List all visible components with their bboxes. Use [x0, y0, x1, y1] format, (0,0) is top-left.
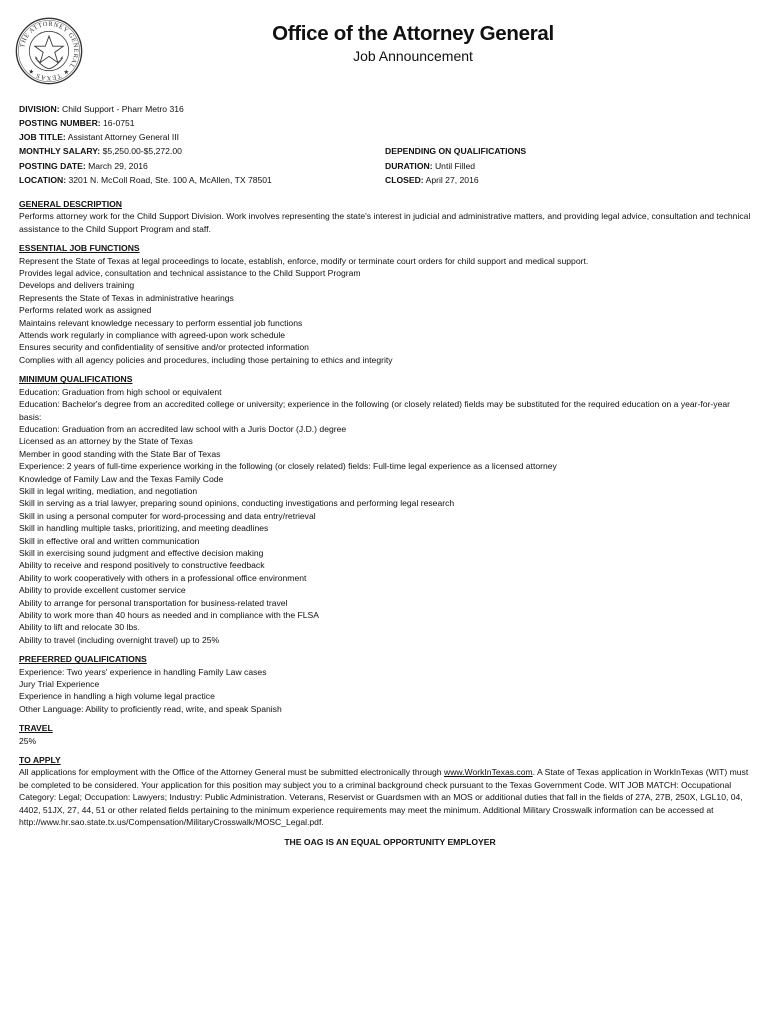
duration-value: Until Filled — [434, 160, 476, 171]
essential-functions-section — [19, 242, 751, 366]
list-item: Attends work regularly in compliance with agreed-upon work schedule — [19, 330, 286, 341]
to-apply-text-before: All applications for employment with the Office of the Attorney General must be submitted electronically through — [19, 767, 444, 778]
list-item: Skill in serving as a trial lawyer, preparing sound opinions, conducting investigations and performing legal research — [19, 498, 455, 509]
list-item: Ability to work cooperatively with others in a professional office environment — [19, 572, 307, 583]
salary-value: $5,250.00-$5,272.00 — [102, 146, 182, 157]
posting-number-value: 16-0751 — [103, 118, 135, 129]
list-item: Education: Graduation from an accredited law school with a Juris Doctor (J.D.) degree — [19, 423, 347, 434]
job-fields — [19, 102, 749, 187]
salary-row — [19, 145, 749, 159]
posting-number-row — [19, 116, 749, 130]
general-description-section — [19, 198, 751, 235]
section-heading: MINIMUM QUALIFICATIONS — [19, 374, 133, 385]
closed-value: April 27, 2016 — [425, 174, 479, 185]
list-item: Ability to receive and respond positively to constructive feedback — [19, 560, 265, 571]
list-item: Experience in handling a high volume legal practice — [19, 691, 215, 702]
section-heading: TRAVEL — [19, 723, 53, 734]
division-value: Child Support - Pharr Metro 316 — [61, 103, 184, 114]
workintexas-link[interactable]: www.WorkInTexas.com — [443, 767, 533, 778]
svg-text:THE ATTORNEY GENERAL ★ TEXAS ★: THE ATTORNEY GENERAL ★ TEXAS ★ — [19, 20, 80, 82]
section-heading: PREFERRED QUALIFICATIONS — [19, 654, 147, 665]
list-item: Member in good standing with the State Bar of Texas — [19, 448, 221, 459]
list-item: Performs related work as assigned — [19, 305, 152, 316]
list-item: Experience: Two years' experience in handling Family Law cases — [19, 666, 267, 677]
division-label: DIVISION: — [19, 103, 60, 114]
location-value: 3201 N. McColl Road, Ste. 100 A, McAllen, TX 78501 — [68, 174, 272, 185]
posting-date-value: March 29, 2016 — [88, 160, 148, 171]
page-subtitle: Job Announcement — [353, 48, 473, 64]
depending-label: DEPENDING ON QUALIFICATIONS — [385, 146, 527, 157]
list-item: Experience: 2 years of full-time experience working in the following (or closely related) fields: Full-time legal experience as a licensed attorney — [19, 461, 557, 472]
list-item: Education: Bachelor's degree from an accredited college or university; experience in the following (or closely related) fields may be substituted for the required education on a year-for-year basis: — [19, 399, 731, 422]
list-item: Skill in effective oral and written communication — [19, 535, 200, 546]
section-heading: TO APPLY — [19, 755, 61, 766]
general-description-text: Performs attorney work for the Child Support Division. Work involves representing the state's interest in judicial and administrative matters, and providing legal advice, consultation and technical assistance to the Child Support Program and staff. — [19, 211, 751, 234]
to-apply-text — [19, 766, 751, 828]
section-heading: GENERAL DESCRIPTION — [19, 199, 122, 209]
salary-label: MONTHLY SALARY: — [19, 146, 101, 157]
section-heading: ESSENTIAL JOB FUNCTIONS — [19, 243, 140, 254]
posting-date-label: POSTING DATE: — [19, 160, 86, 171]
posting-number-label: POSTING NUMBER: — [19, 118, 101, 129]
closed-label: CLOSED: — [385, 174, 424, 185]
list-item: Provides legal advice, consultation and technical assistance to the Child Support Program — [19, 268, 361, 279]
duration-label: DURATION: — [385, 160, 433, 171]
page-title: Office of the Attorney General — [272, 22, 554, 45]
to-apply-section — [19, 754, 751, 828]
job-title-label: JOB TITLE: — [19, 132, 66, 143]
list-item: Skill in using a personal computer for word-processing and data entry/retrieval — [19, 510, 316, 521]
posting-date-row — [19, 159, 749, 173]
list-item: Knowledge of Family Law and the Texas Family Code — [19, 473, 224, 484]
list-item: Develops and delivers training — [19, 280, 135, 291]
location-label: LOCATION: — [19, 174, 67, 185]
equal-opportunity-statement: THE OAG IS AN EQUAL OPPORTUNITY EMPLOYER — [284, 836, 496, 847]
list-item: Ability to provide excellent customer service — [19, 585, 186, 596]
location-row — [19, 173, 749, 187]
list-item: Represents the State of Texas in administrative hearings — [19, 292, 234, 303]
list-item: Skill in handling multiple tasks, prioritizing, and meeting deadlines — [19, 523, 269, 534]
list-item: Ability to arrange for personal transportation for business-related travel — [19, 597, 288, 608]
list-item: Ability to travel (including overnight travel) up to 25% — [19, 634, 220, 645]
job-title-value: Assistant Attorney General III — [67, 132, 180, 143]
list-item: Jury Trial Experience — [19, 679, 100, 690]
travel-value: 25% — [19, 735, 37, 746]
list-item: Ability to lift and relocate 30 lbs. — [19, 622, 140, 633]
job-title-row — [19, 130, 749, 144]
list-item: Represent the State of Texas at legal proceedings to locate, establish, enforce, modify or terminate court orders for child support and medical support. — [19, 255, 589, 266]
list-item: Ensures security and confidentiality of sensitive and/or protected information — [19, 342, 309, 353]
announcement-body — [19, 198, 751, 848]
minimum-qualifications-section — [19, 373, 751, 646]
preferred-qualifications-section — [19, 653, 751, 715]
list-item: Ability to work more than 40 hours as needed and in compliance with the FLSA — [19, 610, 319, 620]
list-item: Other Language: Ability to proficiently read, write, and speak Spanish — [19, 703, 282, 714]
list-item: Skill in legal writing, mediation, and negotiation — [19, 485, 198, 496]
list-item: Maintains relevant knowledge necessary to perform essential job functions — [19, 317, 303, 328]
division-row — [19, 102, 749, 116]
list-item: Licensed as an attorney by the State of Texas — [19, 436, 193, 447]
list-item: Education: Graduation from high school or equivalent — [19, 386, 222, 397]
list-item: Complies with all agency policies and procedures, including those pertaining to ethics and integrity — [19, 354, 393, 365]
list-item: Skill in exercising sound judgment and effective decision making — [19, 547, 264, 558]
to-apply-text-after: . A State of Texas application in WorkInTexas (WIT) must be completed to be considered. Your application for this position may subject you to a criminal background check pursuant to the Texas Government Code. WIT JOB MATCH: Occupational Category: Legal; Occupation: Lawyers; Industry: Public Administration. Veterans, Reservist or Guardsmen with an MOS or additional duties that fall in the fields of 27A, 27B, 250X, LGL10, 04, 4402, 51JX, 27, 44, 51 or other related fields pertaining to the minimum experience requirements may meet the minimum. Additional Military Crosswalk information can be accessed at http://www.hr.sao.state.tx.us/Compensation/MilitaryCrosswalk/MOSC_Legal.pdf. — [19, 767, 749, 828]
travel-section — [19, 722, 751, 747]
